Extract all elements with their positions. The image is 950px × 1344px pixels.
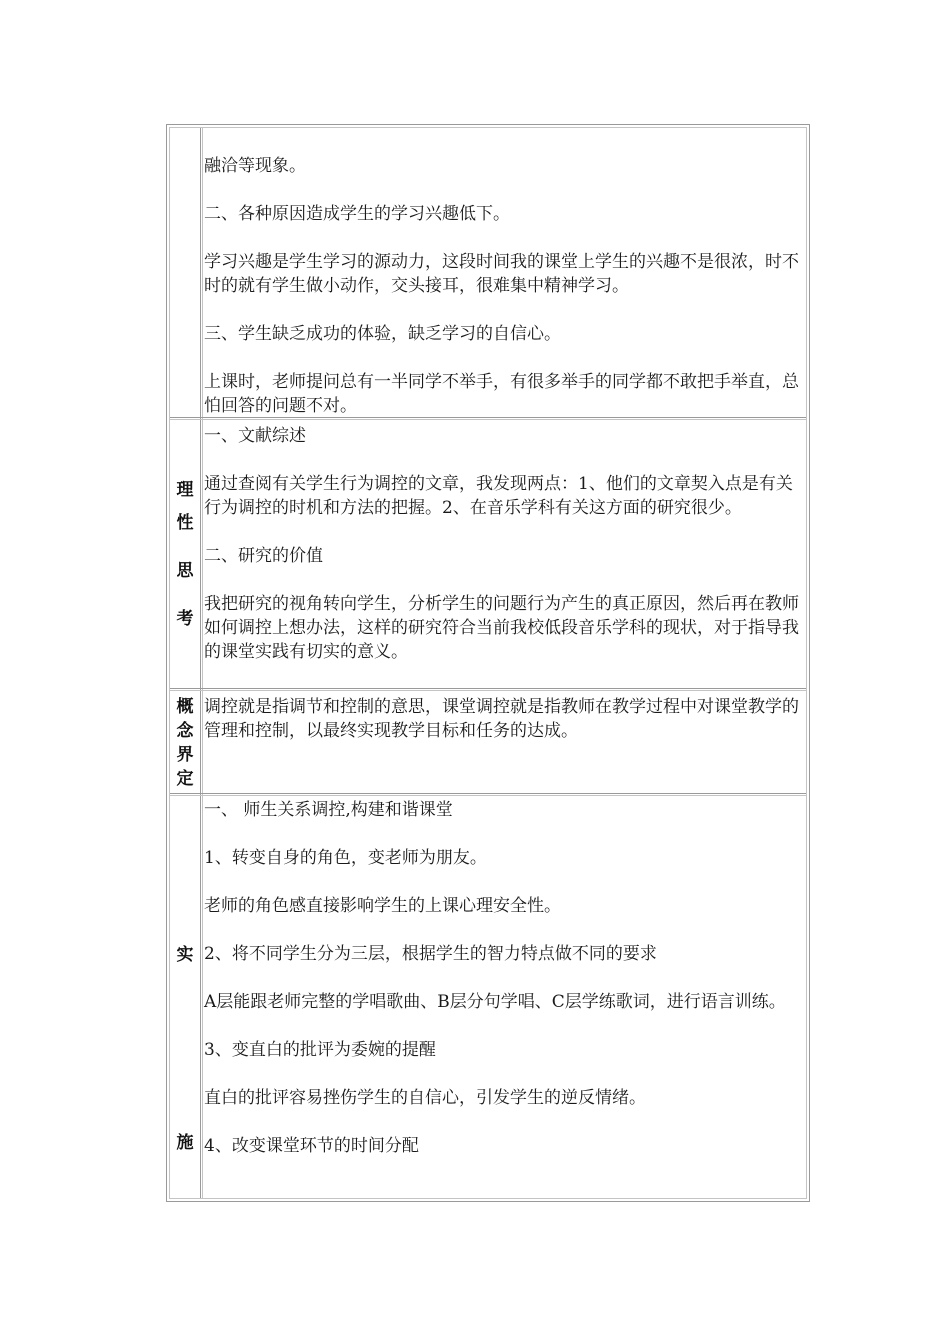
row2-para-4: 我把研究的视角转向学生，分析学生的问题行为产生的真正原因，然后再在教师如何调控上想办法，这样的研究符合当前我校低段音乐学科的现状，对于指导我的课堂实践有切实的意义。: [204, 594, 799, 662]
row3-label-char: 概: [176, 697, 194, 717]
row1-para-3: 学习兴趣是学生学习的源动力，这段时间我的课堂上学生的兴趣不是很浓，时不时的就有学生做小动作，交头接耳，很难集中精神学习。: [204, 252, 799, 296]
row4-para-6: 3、变直白的批评为委婉的提醒: [204, 1040, 436, 1060]
row2-para-2: 通过查阅有关学生行为调控的文章，我发现两点：1、他们的文章契入点是有关行为调控的时机和方法的把握。2、在音乐学科有关这方面的研究很少。: [204, 474, 793, 518]
row2-para-3: 二、研究的价值: [204, 546, 323, 566]
row-concept-definition: [170, 691, 806, 793]
row4-para-7: 直白的批评容易挫伤学生的自信心，引发学生的逆反情绪。: [204, 1088, 646, 1108]
row4-label: [170, 940, 200, 1153]
row1-para-4: 三、学生缺乏成功的体验，缺乏学习的自信心。: [204, 324, 561, 344]
row4-para-8: 4、改变课堂环节的时间分配: [204, 1136, 419, 1156]
row2-label: [170, 475, 200, 629]
row3-para-1: 调控就是指调节和控制的意思，课堂调控就是指教师在教学过程中对课堂教学的管理和控制，以最终实现教学目标和任务的达成。: [204, 697, 799, 741]
row2-label-char: 考: [176, 609, 194, 629]
row3-label-char: 定: [176, 769, 194, 789]
row4-label-char: 施: [176, 1133, 194, 1153]
row3-label: [170, 695, 200, 791]
row1-para-1: 融洽等现象。: [204, 156, 306, 176]
row-implementation: [170, 796, 806, 1200]
table-inner-border: [169, 127, 807, 1199]
document-table: [166, 124, 810, 1202]
row4-para-2: 1、转变自身的角色，变老师为朋友。: [204, 848, 487, 868]
row2-label-char: 理: [176, 480, 194, 500]
row2-content: [204, 424, 806, 664]
row-problem-continuation: [170, 128, 806, 417]
row1-content: [204, 154, 806, 418]
row4-label-char: 实: [176, 945, 194, 965]
row1-para-5: 上课时，老师提问总有一半同学不举手，有很多举手的同学都不敢把手举直，总怕回答的问题不对。: [204, 372, 799, 416]
row2-para-1: 一、文献综述: [204, 426, 306, 446]
row3-label-char: 界: [176, 745, 194, 765]
row3-content: [204, 695, 806, 743]
row3-label-char: 念: [176, 721, 194, 741]
row4-para-1: 一、 师生关系调控,构建和谐课堂: [204, 800, 453, 820]
row1-para-2: 二、各种原因造成学生的学习兴趣低下。: [204, 204, 510, 224]
row4-para-4: 2、将不同学生分为三层，根据学生的智力特点做不同的要求: [204, 944, 657, 964]
row4-para-5: A层能跟老师完整的学唱歌曲、B层分句学唱、C层学练歌词，进行语言训练。: [204, 992, 786, 1012]
row4-content: [204, 798, 806, 1158]
row2-label-char: 思: [176, 561, 194, 581]
row-rational-thinking: [170, 420, 806, 688]
row2-label-char: 性: [176, 513, 194, 533]
row4-para-3: 老师的角色感直接影响学生的上课心理安全性。: [204, 896, 561, 916]
